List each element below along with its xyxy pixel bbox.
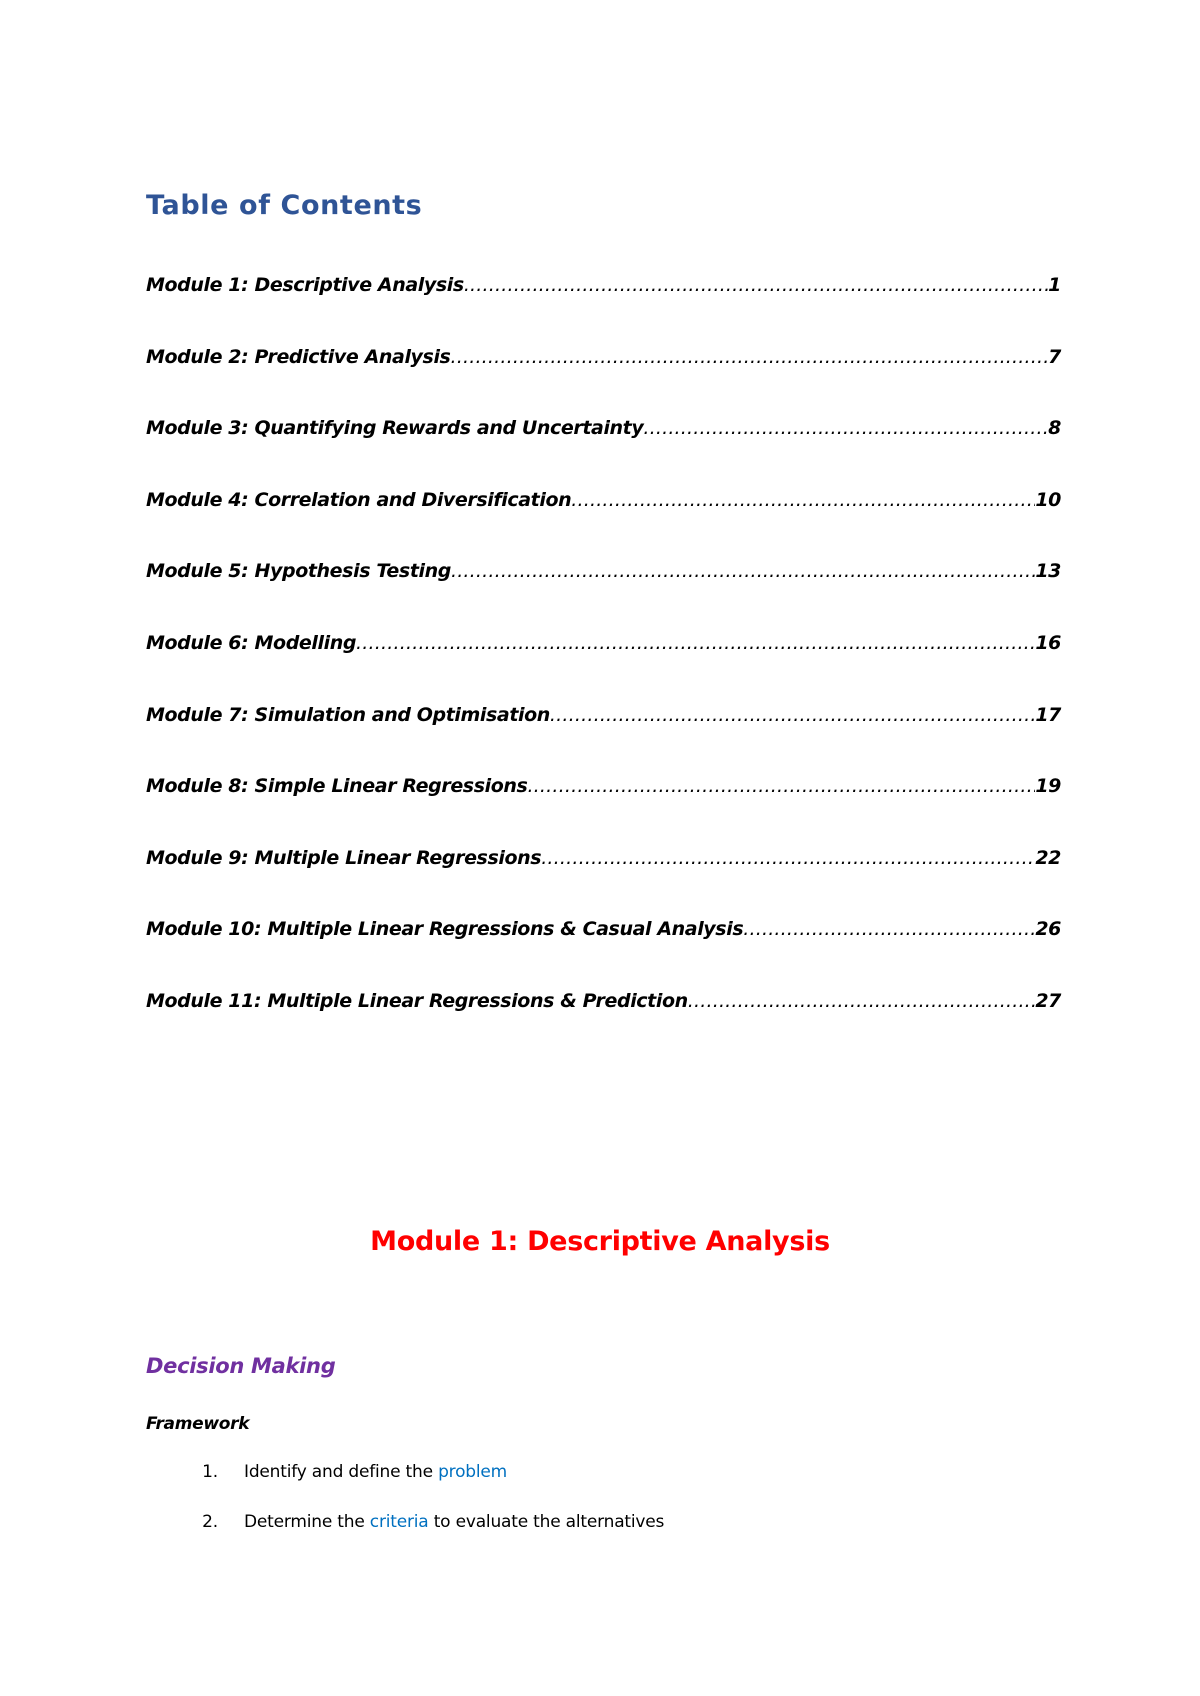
- toc-entry-title: Module 4: Correlation and Diversification: [146, 488, 572, 511]
- toc-entry-page: 17: [1035, 703, 1061, 726]
- keyword-highlight: problem: [438, 1462, 508, 1482]
- toc-dot-leader: [450, 346, 1048, 368]
- toc-entry[interactable]: [146, 775, 1061, 847]
- toc-entry-title: Module 9: Multiple Linear Regressions: [146, 846, 542, 869]
- toc-entry-page: 1: [1048, 274, 1061, 296]
- toc-entry-title: Module 1: Descriptive Analysis: [146, 274, 464, 296]
- list-item: [146, 1462, 664, 1512]
- toc-entry-page: 10: [1035, 488, 1061, 511]
- toc-entry-page: 22: [1035, 846, 1061, 869]
- toc-entry-title: Module 2: Predictive Analysis: [146, 345, 451, 368]
- toc-dot-leader: [527, 775, 1035, 797]
- toc-entry[interactable]: [146, 560, 1061, 632]
- toc-dot-leader: [743, 918, 1035, 940]
- toc-entry-title: Module 6: Modelling: [146, 631, 357, 654]
- module-heading: Module 1: Descriptive Analysis: [370, 1226, 830, 1257]
- toc-entry[interactable]: [146, 847, 1061, 919]
- list-item-text-before: Identify and define the: [244, 1462, 439, 1482]
- toc-entry-page: 16: [1035, 631, 1061, 654]
- toc-entry[interactable]: [146, 346, 1061, 418]
- toc-entry[interactable]: [146, 990, 1061, 1062]
- toc-entry-title: Module 5: Hypothesis Testing: [146, 560, 451, 583]
- keyword-highlight: criteria: [369, 1512, 429, 1532]
- list-item-text-before: Determine the: [244, 1512, 370, 1532]
- toc-entry[interactable]: [146, 417, 1061, 489]
- list-item: [146, 1512, 664, 1562]
- list-item-number: 1.: [202, 1462, 218, 1482]
- toc-dot-leader: [571, 489, 1035, 511]
- toc-entry-page: 7: [1048, 345, 1061, 368]
- framework-steps: [146, 1462, 664, 1562]
- toc-entry-title: Module 7: Simulation and Optimisation: [146, 703, 550, 726]
- toc-dot-leader: [643, 417, 1048, 439]
- toc-entry-page: 27: [1035, 989, 1061, 1012]
- toc-entry[interactable]: [146, 632, 1061, 704]
- list-item-text: [244, 1512, 664, 1532]
- toc-dot-leader: [688, 990, 1036, 1012]
- toc-entry[interactable]: [146, 274, 1061, 346]
- toc-dot-leader: [464, 274, 1048, 296]
- section-heading: Decision Making: [146, 1354, 336, 1378]
- toc-entry-page: 26: [1035, 918, 1061, 941]
- toc-dot-leader: [451, 560, 1035, 582]
- framework-label: Framework: [146, 1414, 250, 1434]
- toc-entry[interactable]: [146, 918, 1061, 990]
- toc-entry[interactable]: [146, 489, 1061, 561]
- toc-list: [146, 274, 1061, 1062]
- toc-entry[interactable]: [146, 704, 1061, 776]
- toc-entry-title: Module 3: Quantifying Rewards and Uncertainty: [146, 417, 644, 440]
- toc-heading: Table of Contents: [146, 190, 423, 221]
- toc-entry-page: 8: [1048, 417, 1061, 440]
- toc-entry-title: Module 10: Multiple Linear Regressions & Casual Analysis: [146, 918, 744, 941]
- list-item-text: [244, 1462, 507, 1482]
- toc-dot-leader: [541, 847, 1035, 869]
- toc-dot-leader: [356, 632, 1035, 654]
- toc-entry-page: 13: [1035, 560, 1061, 583]
- list-item-text-after: to evaluate the alternatives: [428, 1512, 665, 1532]
- toc-entry-title: Module 11: Multiple Linear Regressions & Prediction: [146, 989, 688, 1012]
- toc-dot-leader: [550, 704, 1035, 726]
- list-item-number: 2.: [202, 1512, 218, 1532]
- toc-entry-page: 19: [1035, 775, 1061, 798]
- toc-entry-title: Module 8: Simple Linear Regressions: [146, 775, 528, 798]
